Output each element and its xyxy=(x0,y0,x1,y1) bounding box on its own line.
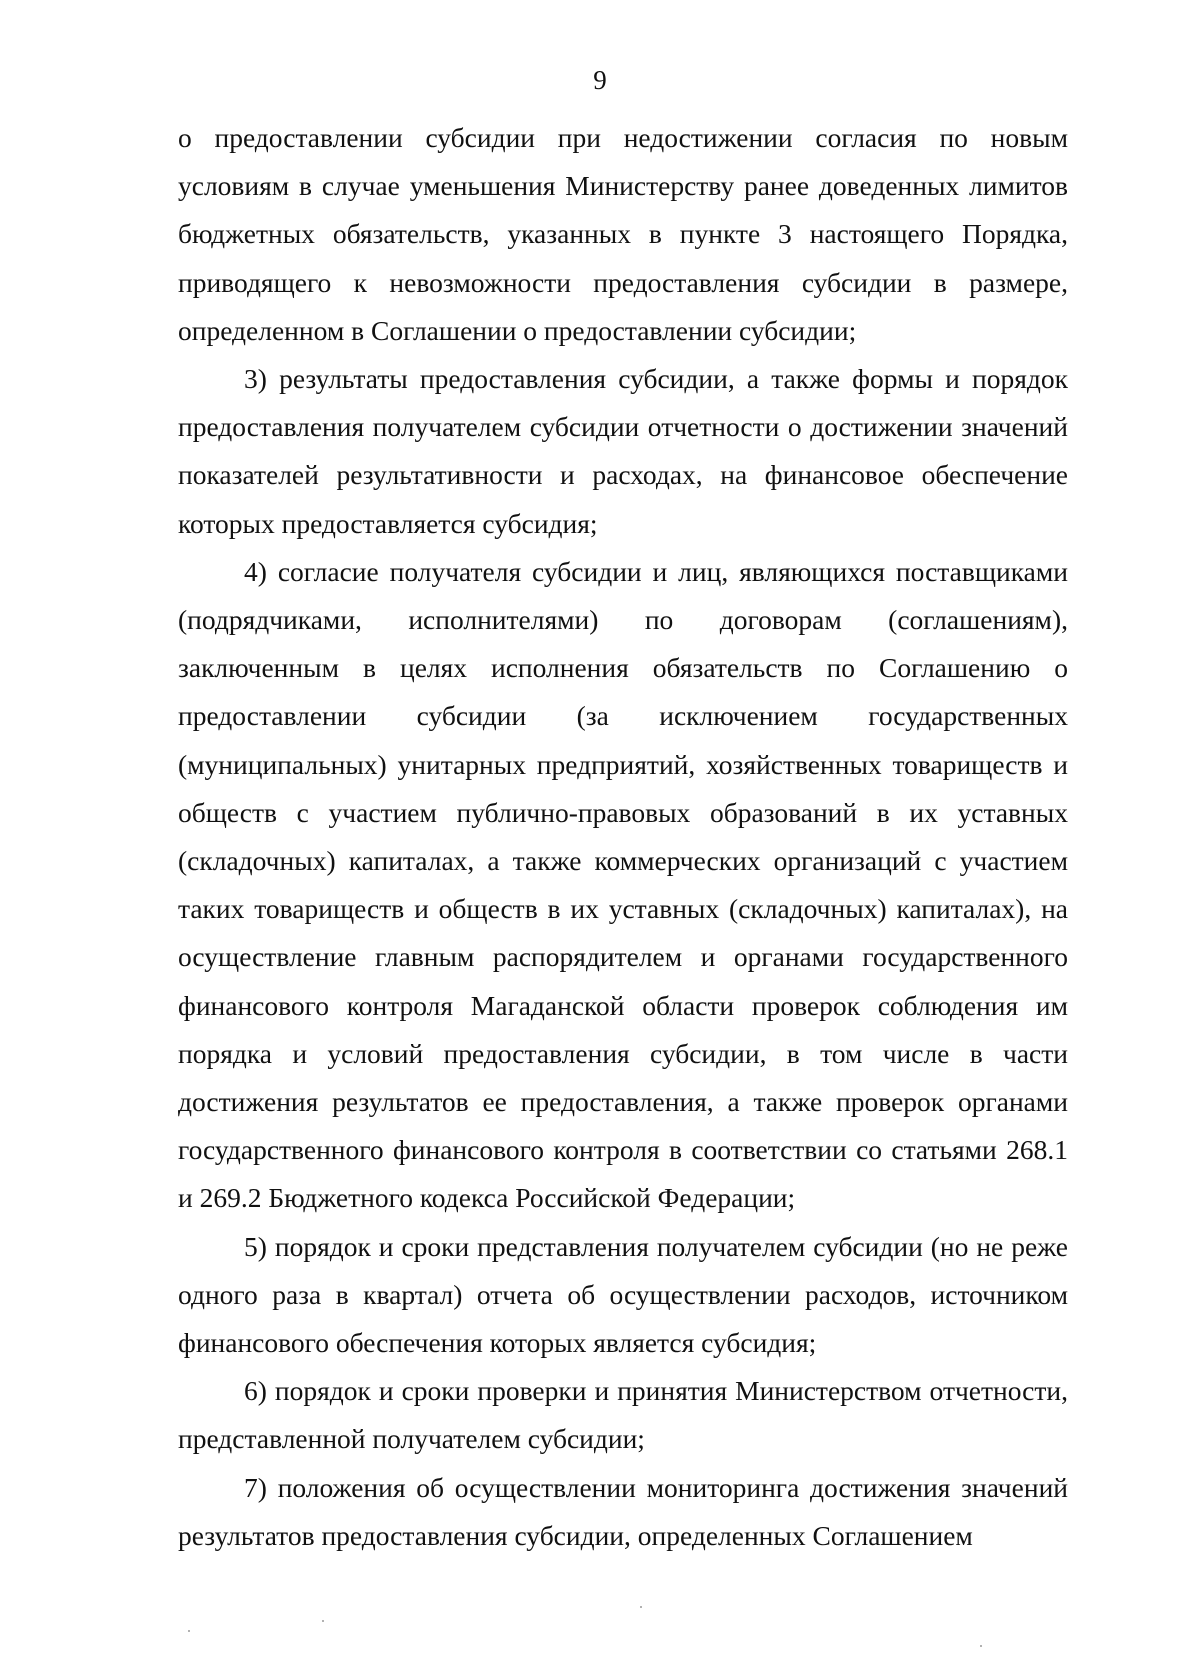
paragraph-item-5: 5) порядок и сроки представления получателем субсидии (но не реже одного раза в квартал) отчета об осуществлении расходов, источником финансового обеспечения которых является субсидия; xyxy=(178,1230,1068,1359)
paragraph-continuation: о предоставлении субсидии при недостижении согласия по новым условиям в случае уменьшения Министерству ранее доведенных лимитов бюджетных обязательств, указанных в пункте 3 настоящего Порядка, приводящего к невозможности предоставления субсидии в размере, определенном в Соглашении о предоставлении субсидии; xyxy=(178,122,1068,346)
scan-speck xyxy=(322,1620,324,1622)
paragraph-item-6: 6) порядок и сроки проверки и принятия Министерством отчетности, представленной получателем субсидии; xyxy=(178,1375,1068,1455)
scan-speck xyxy=(640,1606,642,1608)
paragraph-item-4: 4) согласие получателя субсидии и лиц, являющихся поставщиками (подрядчиками, исполнителями) по договорам (соглашениям), заключенным в целях исполнения обязательств по Соглашению о предоставлении субсидии (за исключением государственных (муниципальных) унитарных предприятий, хозяйственных товариществ и обществ с участием публично-правовых образований в их уставных (складочных) капиталах, а также коммерческих организаций с участием таких товариществ и обществ в их уставных (складочных) капиталах), на осуществление главным распорядителем и органами государственного финансового контроля Магаданской области проверок соблюдения им порядка и условий предоставления субсидии, в том числе в части достижения результатов ее предоставления, а также проверок органами государственного финансового контроля в соответствии со статьями 268.1 и 269.2 Бюджетного кодекса Российской Федерации; xyxy=(178,555,1068,1214)
page-number: 9 xyxy=(593,65,607,95)
paragraph-item-7: 7) положения об осуществлении мониторинга достижения значений результатов предоставления субсидии, определенных Соглашением xyxy=(178,1471,1068,1551)
document-body xyxy=(178,114,1068,1560)
scan-speck xyxy=(188,1630,190,1632)
paragraph-item-3: 3) результаты предоставления субсидии, а также формы и порядок предоставления получателем субсидии отчетности о достижении значений показателей результативности и расходах, на финансовое обеспечение которых предоставляется субсидия; xyxy=(178,363,1068,539)
scan-speck xyxy=(980,1645,982,1647)
